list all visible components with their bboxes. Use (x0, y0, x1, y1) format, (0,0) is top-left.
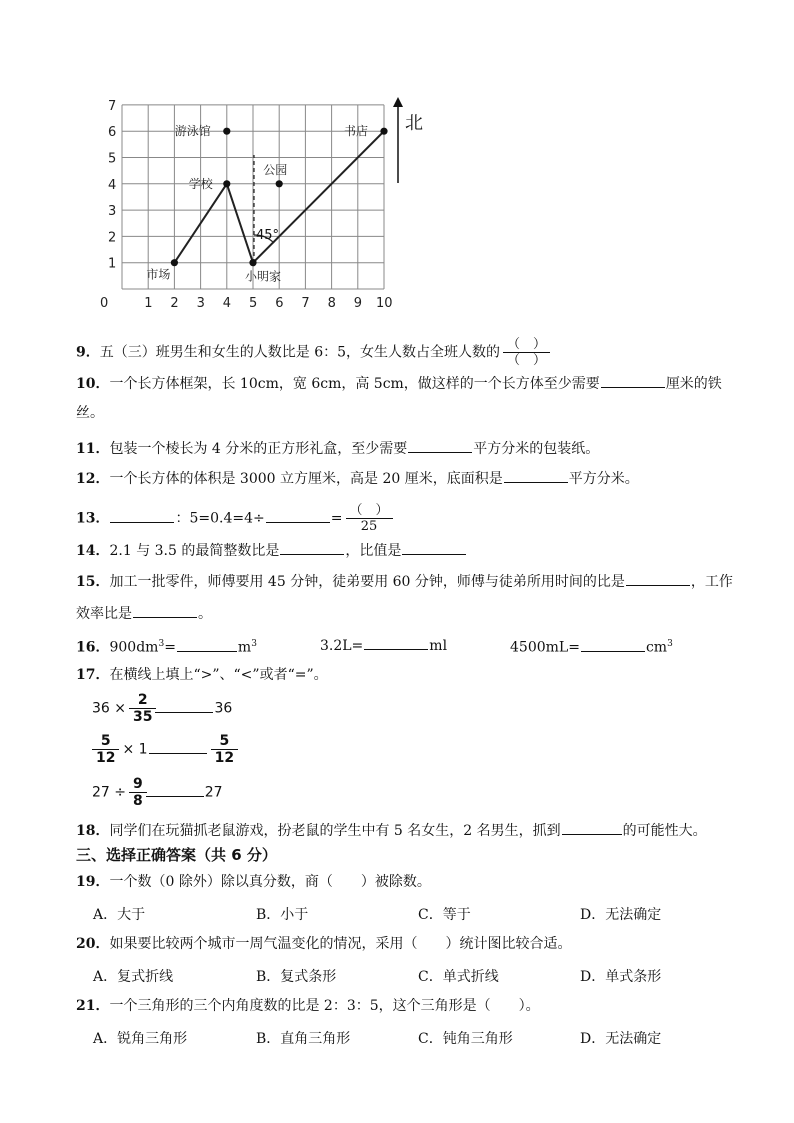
question-text: 厘米的铁 (665, 376, 722, 392)
question-text: 一个长方体的体积是 3000 立方厘米，高是 20 厘米，底面积是 (109, 471, 503, 487)
fraction (92, 733, 119, 766)
question-text: 3.2L= (320, 638, 364, 654)
y-tick-label: 5 (108, 151, 117, 167)
place-label: 公园 (263, 162, 288, 177)
x-tick-label: 3 (196, 296, 205, 311)
question-15 (76, 570, 733, 592)
question-number: 11． (76, 441, 110, 457)
y-tick-label: 3 (108, 204, 117, 220)
question-text: 一个三角形的三个内角度数的比是 2：3：5，这个三角形是（ ）。 (109, 998, 540, 1014)
question-number: 16． (76, 639, 110, 656)
x-tick-label: 6 (275, 296, 284, 311)
compare-row-3 (92, 776, 223, 809)
y-tick-label: 7 (108, 98, 117, 114)
fraction (211, 733, 238, 766)
place-label: 书店 (344, 124, 369, 139)
compare-row-1 (92, 692, 232, 725)
question-16-c (510, 634, 673, 658)
x-tick-label: 4 (222, 296, 232, 311)
answer-blank[interactable] (601, 372, 665, 388)
question-17 (76, 665, 328, 685)
question-text: 一个数（0 除外）除以真分数，商（ ）被除数。 (109, 874, 431, 890)
fraction-numerator: 2 (137, 692, 148, 708)
option-d[interactable]: D．无法确定 (580, 1031, 662, 1047)
question-21 (76, 996, 540, 1016)
question-number: 9． (76, 344, 100, 361)
x-tick-label: 7 (301, 296, 310, 311)
fraction-numerator: 5 (100, 733, 111, 749)
answer-fraction[interactable] (346, 503, 393, 534)
superscript: 3 (158, 639, 165, 649)
question-16-b (320, 634, 447, 656)
fraction-denominator: （ ） (507, 353, 547, 368)
fraction-denominator: 12 (96, 750, 116, 766)
option-c[interactable]: C．单式折线 (418, 969, 499, 985)
y-tick-label: 1 (108, 256, 117, 272)
question-19 (76, 872, 431, 892)
fraction (129, 776, 147, 809)
question-number: 15． (76, 574, 110, 590)
question-text: ：5=0.4=4÷ (175, 510, 265, 527)
place-point (380, 128, 387, 135)
question-16: 16．$900dm^3= m^3$ (76, 634, 257, 658)
question-text: 4500mL= (510, 639, 580, 656)
answer-blank[interactable] (562, 819, 622, 835)
expression: 36 × (92, 700, 126, 717)
superscript: 3 (667, 639, 673, 649)
place-label: 市场 (146, 267, 171, 282)
question-number: 19． (76, 874, 110, 890)
question-number: 13． (76, 510, 110, 527)
question-text: 2.1 与 3.5 的最简整数比是 (109, 543, 280, 559)
place-label: 学校 (188, 176, 213, 191)
x-tick-label: 8 (327, 296, 336, 311)
compare-row-2 (92, 733, 241, 766)
x-tick-label: 0 (100, 296, 109, 311)
question-15-cont (76, 602, 212, 624)
fraction-numerator: （ ） (507, 337, 547, 352)
coordinate-map (100, 95, 423, 311)
question-20 (76, 934, 571, 954)
question-14 (76, 539, 467, 561)
question-text: 900dm (109, 639, 159, 656)
question-text: 同学们在玩猫抓老鼠游戏，扮老鼠的学生中有 5 名女生，2 名男生，抓到 (109, 823, 561, 839)
expression: 27 ÷ (92, 784, 126, 801)
answer-fraction[interactable] (503, 337, 550, 368)
question-text: 一个长方体框架，长 10cm，宽 6cm，高 5cm，做这样的一个长方体至少需要 (109, 376, 600, 392)
fraction-numerator: 9 (133, 776, 143, 792)
question-10 (76, 372, 722, 394)
option-a[interactable]: A．锐角三角形 (93, 1031, 188, 1047)
north-label: 北 (405, 113, 423, 134)
section-heading: 三、选择正确答案（共 6 分） (76, 846, 277, 864)
option-a[interactable]: A．大于 (93, 907, 146, 923)
y-tick-label: 4 (108, 177, 117, 193)
fraction-denominator: 35 (133, 709, 153, 725)
fraction-numerator: （ ） (349, 503, 389, 518)
place-point (223, 180, 230, 187)
question-text: 丝。 (76, 405, 104, 421)
fraction-denominator: 12 (214, 750, 235, 766)
fraction-denominator: 25 (360, 519, 378, 534)
question-text: 加工一批零件，师傅要用 45 分钟，徒弟要用 60 分钟，师傅与徒弟所用时间的比是 (109, 574, 625, 590)
question-number: 12． (76, 471, 110, 487)
place-label: 小明家 (245, 269, 282, 284)
fraction-denominator: 8 (133, 793, 143, 809)
question-13 (76, 503, 396, 534)
north-arrow-icon (393, 97, 403, 107)
question-text: ，工作 (690, 574, 733, 590)
expression: 27 (204, 784, 223, 801)
question-text: 如果要比较两个城市一周气温变化的情况，采用（ ）统计图比较合适。 (109, 936, 572, 952)
option-b[interactable]: B．直角三角形 (256, 1031, 351, 1047)
answer-blank[interactable] (626, 570, 690, 586)
question-number: 18． (76, 823, 110, 839)
expression: 36 (214, 700, 233, 717)
place-label: 游泳馆 (174, 124, 211, 139)
y-tick-label: 2 (108, 230, 117, 246)
x-tick-label: 1 (144, 296, 153, 311)
answer-blank[interactable] (364, 634, 428, 650)
question-text: ，比值是 (345, 543, 402, 559)
option-d[interactable]: D．无法确定 (580, 907, 662, 923)
answer-blank[interactable] (177, 636, 237, 652)
answer-blank[interactable] (110, 507, 174, 523)
place-point (276, 180, 283, 187)
option-c[interactable]: C．等于 (418, 907, 471, 923)
x-tick-label: 2 (170, 296, 179, 311)
question-12 (76, 467, 639, 489)
fraction (129, 692, 156, 725)
question-text: 五（三）班男生和女生的人数比是 6：5，女生人数占全班人数的 (99, 344, 501, 361)
place-point (249, 259, 256, 266)
expression: × 1 (122, 741, 148, 758)
question-10-cont (76, 403, 104, 423)
option-d[interactable]: D．单式条形 (580, 969, 662, 985)
answer-blank[interactable] (402, 539, 466, 555)
option-a[interactable]: A．复式折线 (93, 969, 174, 985)
x-tick-label: 9 (353, 296, 363, 311)
unit: ml (429, 638, 448, 654)
place-point (171, 259, 178, 266)
question-number: 10． (76, 376, 110, 392)
answer-blank[interactable] (266, 507, 330, 523)
question-text: 包装一个棱长为 4 分米的正方形礼盒，至少需要 (109, 441, 408, 457)
question-number: 17． (76, 667, 110, 683)
x-tick-label: 5 (249, 296, 258, 311)
unit: m (237, 639, 252, 656)
unit: cm (645, 639, 668, 656)
answer-blank[interactable] (581, 636, 645, 652)
answer-blank[interactable] (280, 539, 344, 555)
question-number: 14． (76, 543, 110, 559)
superscript: 3 (251, 639, 257, 649)
angle-label: 45° (256, 228, 280, 243)
question-text: 。 (198, 606, 212, 622)
question-text: 平方分米。 (568, 471, 639, 487)
question-number: 21． (76, 998, 110, 1014)
answer-blank[interactable] (133, 602, 197, 618)
place-point (223, 128, 230, 135)
question-18 (76, 819, 707, 841)
fraction-numerator: 5 (219, 733, 230, 749)
answer-blank[interactable] (149, 738, 207, 754)
option-b[interactable]: B．小于 (256, 907, 309, 923)
answer-blank[interactable] (155, 697, 213, 713)
x-tick-label: 10 (376, 296, 393, 311)
answer-blank[interactable] (504, 467, 568, 483)
question-text: 的可能性大。 (622, 823, 707, 839)
answer-blank[interactable] (408, 437, 472, 453)
question-text: 平方分米的包装纸。 (473, 441, 600, 457)
question-11 (76, 437, 599, 459)
option-c[interactable]: C．钝角三角形 (418, 1031, 513, 1047)
y-tick-label: 6 (108, 125, 117, 141)
option-b[interactable]: B．复式条形 (256, 969, 337, 985)
question-text: 在横线上填上“>”、“<”或者“=”。 (109, 667, 328, 683)
question-text: = (330, 510, 343, 527)
question-9 (76, 337, 553, 368)
question-text: 效率比是 (76, 606, 132, 622)
question-number: 20． (76, 936, 110, 952)
answer-blank[interactable] (146, 781, 204, 797)
